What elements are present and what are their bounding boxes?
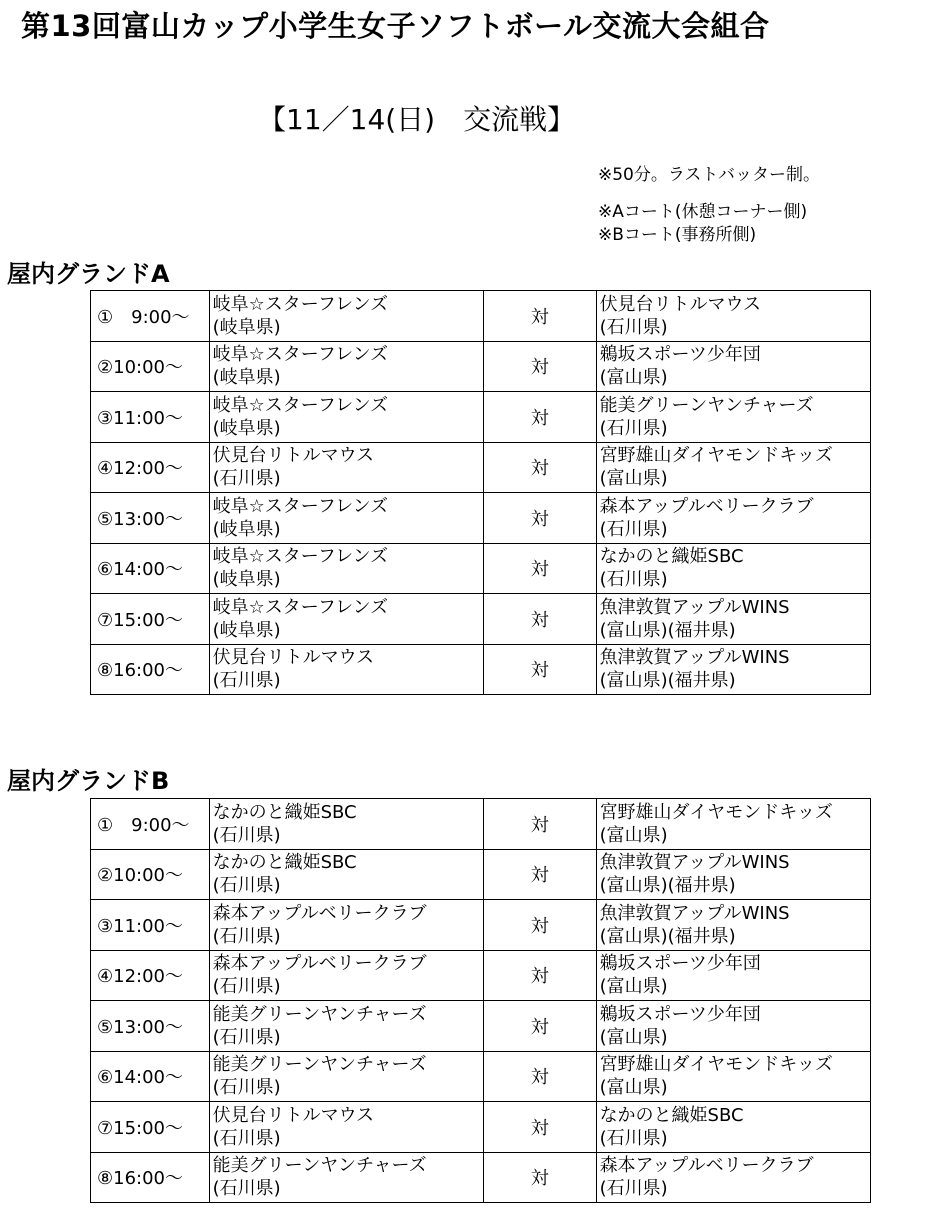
home-team-cell xyxy=(209,1152,483,1203)
away-team-cell xyxy=(596,1001,870,1052)
home-team-prefecture: (岐阜県) xyxy=(212,619,281,641)
away-team-prefecture: (富山県)(福井県) xyxy=(599,925,736,947)
away-team-name: 魚津敦賀アップルWINS xyxy=(599,596,790,618)
away-team-name: 宮野雄山ダイヤモンドキッズ xyxy=(599,1054,833,1076)
home-team-prefecture: (岐阜県) xyxy=(212,417,281,439)
match-time: ① 9:00～ xyxy=(91,799,210,850)
home-team-name: 岐阜☆スターフレンズ xyxy=(212,546,389,568)
away-team-cell xyxy=(596,493,870,544)
home-team-name: 森本アップルベリークラブ xyxy=(212,953,427,975)
match-row xyxy=(91,392,871,443)
versus-label: 対 xyxy=(484,493,597,544)
match-row xyxy=(91,1001,871,1052)
rule-note: ※50分。ラストバッター制。 xyxy=(598,165,821,185)
home-team-name: 岐阜☆スターフレンズ xyxy=(212,394,389,416)
away-team-name: なかのと織姫SBC xyxy=(599,1104,744,1126)
home-team-name: 伏見台リトルマウス xyxy=(212,445,375,467)
away-team-name: 森本アップルベリークラブ xyxy=(599,1155,814,1177)
home-team-name: なかのと織姫SBC xyxy=(212,801,357,823)
away-team-prefecture: (石川県) xyxy=(599,569,668,591)
versus-label: 対 xyxy=(484,1102,597,1153)
home-team-name: なかのと織姫SBC xyxy=(212,852,357,874)
home-team-prefecture: (岐阜県) xyxy=(212,569,281,591)
home-team-name: 伏見台リトルマウス xyxy=(212,647,375,669)
match-time: ⑧16:00～ xyxy=(91,644,210,695)
versus-label: 対 xyxy=(484,1152,597,1203)
away-team-prefecture: (石川県) xyxy=(599,1127,668,1149)
home-team-cell xyxy=(209,442,483,493)
home-team-cell xyxy=(209,849,483,900)
home-team-cell xyxy=(209,900,483,951)
home-team-prefecture: (石川県) xyxy=(212,925,281,947)
match-row xyxy=(91,1152,871,1203)
home-team-cell xyxy=(209,291,483,342)
match-row xyxy=(91,291,871,342)
match-row xyxy=(91,950,871,1001)
away-team-cell xyxy=(596,644,870,695)
match-row xyxy=(91,644,871,695)
home-team-cell xyxy=(209,1001,483,1052)
court-a-note: ※Aコート(休憩コーナー側) xyxy=(598,202,808,222)
away-team-cell xyxy=(596,950,870,1001)
versus-label: 対 xyxy=(484,1051,597,1102)
away-team-name: 魚津敦賀アップルWINS xyxy=(599,902,790,924)
away-team-prefecture: (石川県) xyxy=(599,417,668,439)
versus-label: 対 xyxy=(484,392,597,443)
away-team-cell xyxy=(596,291,870,342)
away-team-cell xyxy=(596,392,870,443)
away-team-name: 鵜坂スポーツ少年団 xyxy=(599,953,761,975)
venue-b-schedule-table xyxy=(90,798,871,1203)
match-time: ⑦15:00～ xyxy=(91,1102,210,1153)
page-title: 第13回富山カップ小学生女子ソフトボール交流大会組合 xyxy=(21,9,770,43)
away-team-name: 宮野雄山ダイヤモンドキッズ xyxy=(599,801,833,823)
home-team-name: 能美グリーンヤンチャーズ xyxy=(212,1054,427,1076)
away-team-cell xyxy=(596,849,870,900)
versus-label: 対 xyxy=(484,442,597,493)
home-team-cell xyxy=(209,1051,483,1102)
away-team-prefecture: (石川県) xyxy=(599,518,668,540)
home-team-name: 岐阜☆スターフレンズ xyxy=(212,293,389,315)
versus-label: 対 xyxy=(484,543,597,594)
match-time: ① 9:00～ xyxy=(91,291,210,342)
home-team-name: 森本アップルベリークラブ xyxy=(212,902,427,924)
away-team-prefecture: (富山県)(福井県) xyxy=(599,875,736,897)
venue-a-heading: 屋内グランドA xyxy=(7,260,170,288)
match-time: ②10:00～ xyxy=(91,849,210,900)
venue-a-schedule-body xyxy=(91,291,871,695)
away-team-name: 伏見台リトルマウス xyxy=(599,293,762,315)
away-team-prefecture: (富山県) xyxy=(599,1026,668,1048)
home-team-prefecture: (石川県) xyxy=(212,1026,281,1048)
home-team-prefecture: (石川県) xyxy=(212,468,281,490)
home-team-prefecture: (石川県) xyxy=(212,1127,281,1149)
versus-label: 対 xyxy=(484,341,597,392)
home-team-prefecture: (岐阜県) xyxy=(212,518,281,540)
venue-b-schedule-body xyxy=(91,799,871,1203)
away-team-cell xyxy=(596,594,870,645)
away-team-prefecture: (石川県) xyxy=(599,1178,668,1200)
away-team-prefecture: (富山県) xyxy=(599,468,668,490)
versus-label: 対 xyxy=(484,594,597,645)
home-team-cell xyxy=(209,493,483,544)
home-team-cell xyxy=(209,799,483,850)
versus-label: 対 xyxy=(484,1001,597,1052)
away-team-cell xyxy=(596,900,870,951)
away-team-name: 鵜坂スポーツ少年団 xyxy=(599,344,761,366)
home-team-cell xyxy=(209,644,483,695)
away-team-prefecture: (富山県)(福井県) xyxy=(599,619,736,641)
away-team-prefecture: (富山県) xyxy=(599,976,668,998)
away-team-prefecture: (富山県) xyxy=(599,824,668,846)
match-row xyxy=(91,493,871,544)
home-team-name: 岐阜☆スターフレンズ xyxy=(212,495,389,517)
match-row xyxy=(91,594,871,645)
away-team-name: 魚津敦賀アップルWINS xyxy=(599,852,790,874)
match-time: ⑧16:00～ xyxy=(91,1152,210,1203)
match-time: ③11:00～ xyxy=(91,392,210,443)
home-team-prefecture: (石川県) xyxy=(212,976,281,998)
home-team-cell xyxy=(209,950,483,1001)
home-team-cell xyxy=(209,1102,483,1153)
match-time: ⑥14:00～ xyxy=(91,543,210,594)
versus-label: 対 xyxy=(484,644,597,695)
away-team-name: 魚津敦賀アップルWINS xyxy=(599,647,790,669)
match-time: ⑤13:00～ xyxy=(91,493,210,544)
home-team-name: 能美グリーンヤンチャーズ xyxy=(212,1003,427,1025)
match-row xyxy=(91,900,871,951)
match-time: ⑥14:00～ xyxy=(91,1051,210,1102)
away-team-name: 宮野雄山ダイヤモンドキッズ xyxy=(599,445,833,467)
away-team-cell xyxy=(596,543,870,594)
match-time: ⑦15:00～ xyxy=(91,594,210,645)
home-team-name: 岐阜☆スターフレンズ xyxy=(212,344,389,366)
away-team-name: 森本アップルベリークラブ xyxy=(599,495,814,517)
away-team-prefecture: (富山県) xyxy=(599,1077,668,1099)
match-row xyxy=(91,799,871,850)
match-time: ③11:00～ xyxy=(91,900,210,951)
versus-label: 対 xyxy=(484,799,597,850)
match-row xyxy=(91,1051,871,1102)
away-team-cell xyxy=(596,1102,870,1153)
match-time: ④12:00～ xyxy=(91,442,210,493)
court-b-note: ※Bコート(事務所側) xyxy=(598,225,757,245)
versus-label: 対 xyxy=(484,900,597,951)
versus-label: 対 xyxy=(484,849,597,900)
page-subtitle: 【11／14(日) 交流戦】 xyxy=(258,103,576,136)
home-team-prefecture: (石川県) xyxy=(212,824,281,846)
home-team-name: 岐阜☆スターフレンズ xyxy=(212,596,389,618)
home-team-prefecture: (石川県) xyxy=(212,1178,281,1200)
venue-b-heading: 屋内グランドB xyxy=(7,767,170,795)
away-team-prefecture: (富山県)(福井県) xyxy=(599,670,736,692)
home-team-prefecture: (岐阜県) xyxy=(212,367,281,389)
away-team-prefecture: (富山県) xyxy=(599,367,668,389)
away-team-cell xyxy=(596,341,870,392)
away-team-name: なかのと織姫SBC xyxy=(599,546,744,568)
home-team-prefecture: (石川県) xyxy=(212,670,281,692)
home-team-cell xyxy=(209,341,483,392)
home-team-prefecture: (岐阜県) xyxy=(212,316,281,338)
away-team-cell xyxy=(596,799,870,850)
away-team-prefecture: (石川県) xyxy=(599,316,668,338)
home-team-name: 伏見台リトルマウス xyxy=(212,1104,375,1126)
home-team-prefecture: (石川県) xyxy=(212,875,281,897)
versus-label: 対 xyxy=(484,291,597,342)
venue-a-schedule-table xyxy=(90,290,871,695)
away-team-cell xyxy=(596,1152,870,1203)
home-team-cell xyxy=(209,543,483,594)
home-team-cell xyxy=(209,392,483,443)
match-time: ②10:00～ xyxy=(91,341,210,392)
home-team-cell xyxy=(209,594,483,645)
match-row xyxy=(91,543,871,594)
away-team-name: 鵜坂スポーツ少年団 xyxy=(599,1003,761,1025)
home-team-name: 能美グリーンヤンチャーズ xyxy=(212,1155,427,1177)
match-row xyxy=(91,442,871,493)
match-time: ④12:00～ xyxy=(91,950,210,1001)
match-time: ⑤13:00～ xyxy=(91,1001,210,1052)
away-team-cell xyxy=(596,442,870,493)
home-team-prefecture: (石川県) xyxy=(212,1077,281,1099)
match-row xyxy=(91,849,871,900)
versus-label: 対 xyxy=(484,950,597,1001)
match-row xyxy=(91,341,871,392)
away-team-cell xyxy=(596,1051,870,1102)
away-team-name: 能美グリーンヤンチャーズ xyxy=(599,394,814,416)
match-row xyxy=(91,1102,871,1153)
